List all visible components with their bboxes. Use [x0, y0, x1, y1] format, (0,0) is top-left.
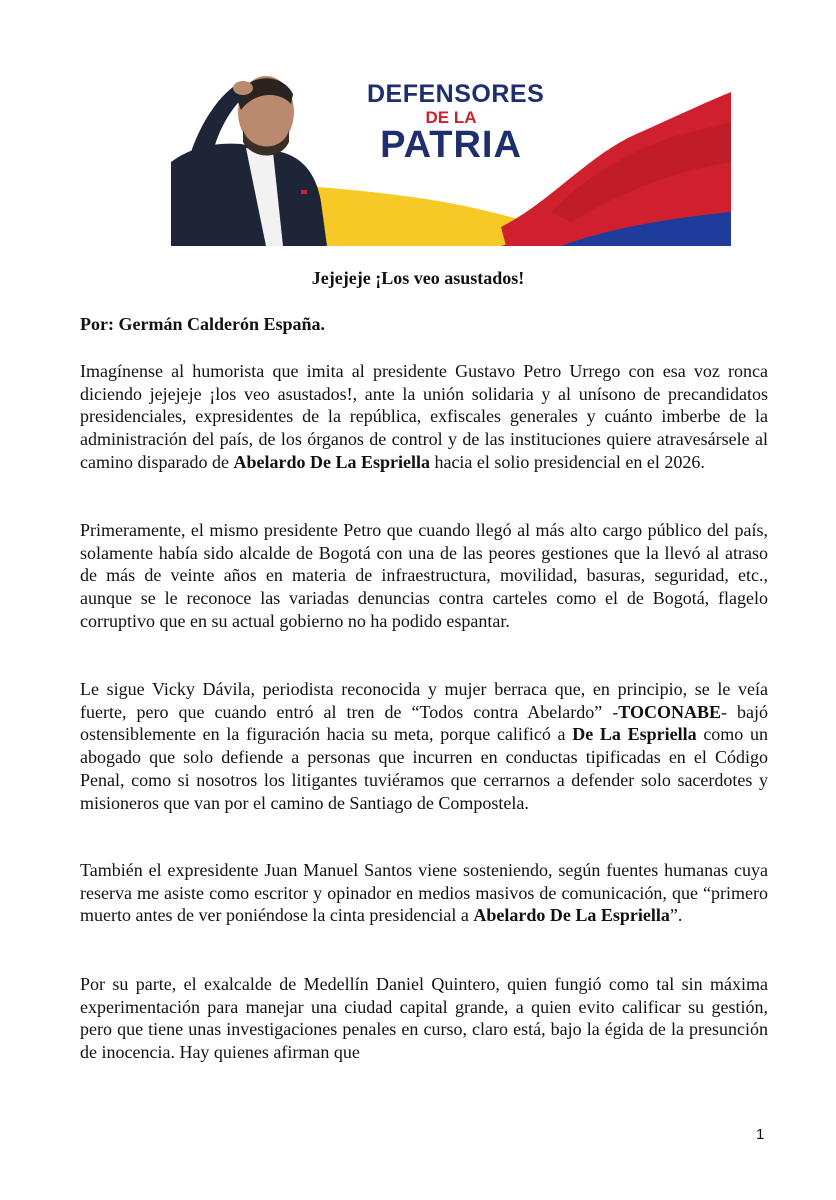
paragraph-4: También el expresidente Juan Manuel Santos viene sosteniendo, según fuentes humanas cuya reserva me asiste como escritor y opinador en medios masivos de comunicación, que “primero muerto antes de ver poniéndose la cinta presidencial a Abelardo De La Espriella”. [80, 860, 768, 926]
emphasis-toconabe: TOCONABE [618, 701, 721, 722]
paragraph-5: Por su parte, el exalcalde de Medellín Daniel Quintero, quien fungió como tal sin máxima experimentación para manejar una ciudad capital grande, a quien evito calificar su gestión, pero que tiene unas investigaciones penales en curso, claro está, bajo la égida de la presunción de inocencia. Hay quienes afirman que [80, 974, 768, 1063]
author-byline: Por: Germán Calderón España. [80, 314, 325, 334]
paragraph-3: Le sigue Vicky Dávila, periodista reconocida y mujer berraca que, en principio, se le veía fuerte, pero que cuando entró al tren de “Todos contra Abelardo” -TOCONABE- bajó ostensiblemente en la figuración hacia su meta, porque calificó a De La Espriella como un abogado que solo defiende a personas que incurren en conductas tipificadas en el Código Penal, como si nosotros los litigantes tuviéramos que cerrarnos a defender solo sacerdotes y misioneros que van por el camino de Santiago de Compostela. [80, 679, 768, 813]
emphasis-name: Abelardo De La Espriella [233, 451, 430, 472]
header-banner [171, 52, 731, 246]
emphasis-name: Abelardo De La Espriella [473, 905, 670, 926]
emphasis-name: De La Espriella [572, 724, 697, 745]
article-title: Jejejeje ¡Los veo asustados! [311, 268, 525, 288]
person-saluting-figure [171, 76, 327, 246]
paragraph-2: Primeramente, el mismo presidente Petro que cuando llegó al más alto cargo público del país, solamente había sido alcalde de Bogotá con una de las peores gestiones que la llevó al atraso de más de veinte años en materia de infraestructura, movilidad, basuras, seguridad, etc., aunque se le reconoce las variadas denuncias contra carteles como el de Bogotá, flagelo corruptivo que en su actual gobierno no ha podido espantar. [80, 520, 768, 631]
paragraph-1: Imagínense al humorista que imita al presidente Gustavo Petro Urrego con esa voz ronca diciendo jejejeje ¡los veo asustados!, ante la unión solidaria y al unísono de precandidatos presidenciales, expresidentes de la república, exfiscales generales y cuánto imberbe de la administración del país, de los órganos de control y de las instituciones quiere atravesársele al camino disparado de Abelardo De La Espriella hacia el solio presidencial en el 2026. [80, 361, 768, 472]
brand-line-de-la: DE LA [425, 108, 477, 127]
page-number: 1 [756, 1126, 765, 1143]
brand-line-patria: PATRIA [380, 124, 522, 166]
brand-logo [367, 80, 545, 166]
brand-line-defensores: DEFENSORES [367, 80, 545, 108]
